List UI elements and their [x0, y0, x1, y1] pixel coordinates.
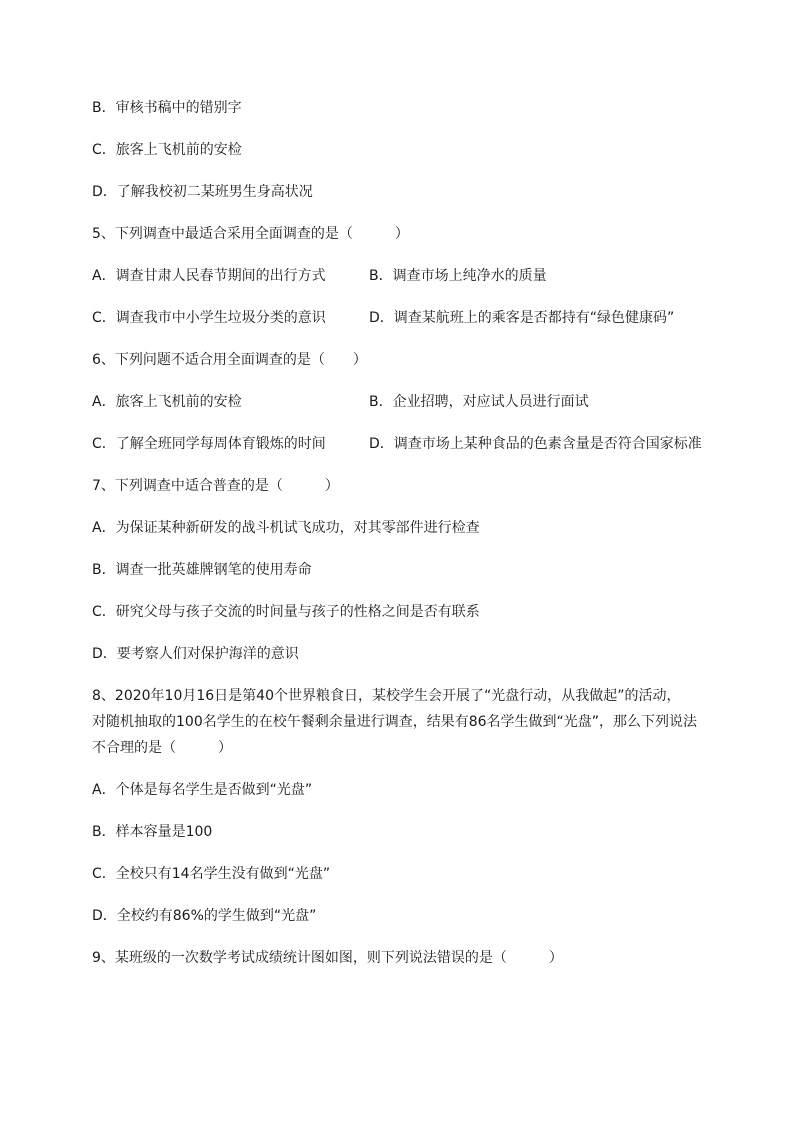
q5-option-a: A．调查甘肃人民春节期间的出行方式: [92, 268, 326, 284]
q5-option-b: B．调查市场上纯净水的质量: [369, 268, 547, 284]
q7-option-b: B．调查一批英雄牌钢笔的使用寿命: [92, 562, 312, 578]
q7-option-d: D．要考察人们对保护海洋的意识: [92, 646, 299, 662]
q7-stem: 7、下列调查中适合普查的是（ ）: [92, 478, 339, 494]
q5-stem: 5、下列调查中最适合采用全面调查的是（ ）: [92, 226, 409, 242]
q4-option-c: C．旅客上飞机前的安检: [92, 142, 242, 158]
q6-stem: 6、下列问题不适合用全面调查的是（ ）: [92, 352, 367, 368]
q5-option-d: D．调查某航班上的乘客是否都持有“绿色健康码”: [369, 310, 675, 326]
q7-option-a: A．为保证某种新研发的战斗机试飞成功，对其零部件进行检查: [92, 520, 480, 536]
q4-option-d: D．了解我校初二某班男生身高状况: [92, 184, 313, 200]
q6-option-b: B．企业招聘，对应试人员进行面试: [369, 394, 589, 410]
q8-stem-line-2: 对随机抽取的100名学生的在校午餐剩余量进行调查，结果有86名学生做到“光盘”，那么下列说法: [92, 714, 698, 730]
q7-option-c: C．研究父母与孩子交流的时间量与孩子的性格之间是否有联系: [92, 604, 480, 620]
q8-option-b: B．样本容量是100: [92, 824, 213, 840]
q5-option-c: C．调查我市中小学生垃圾分类的意识: [92, 310, 326, 326]
q4-option-b: B．审核书稿中的错别字: [92, 100, 242, 116]
q8-option-a: A．个体是每名学生是否做到“光盘”: [92, 782, 313, 798]
q8-stem-line-1: 8、2020年10月16日是第40个世界粮食日，某校学生会开展了“光盘行动，从我做起”的活动，: [92, 688, 681, 704]
q6-option-c: C．了解全班同学每周体育锻炼的时间: [92, 436, 326, 452]
q6-option-a: A．旅客上飞机前的安检: [92, 394, 242, 410]
q8-option-c: C．全校只有14名学生没有做到“光盘”: [92, 866, 331, 882]
q8-option-d: D．全校约有86%的学生做到“光盘”: [92, 908, 317, 924]
q9-stem: 9、某班级的一次数学考试成绩统计图如图，则下列说法错误的是（ ）: [92, 950, 563, 966]
q8-stem-line-3: 不合理的是（ ）: [92, 740, 232, 756]
q6-option-d: D．调查市场上某种食品的色素含量是否符合国家标准: [369, 436, 702, 452]
